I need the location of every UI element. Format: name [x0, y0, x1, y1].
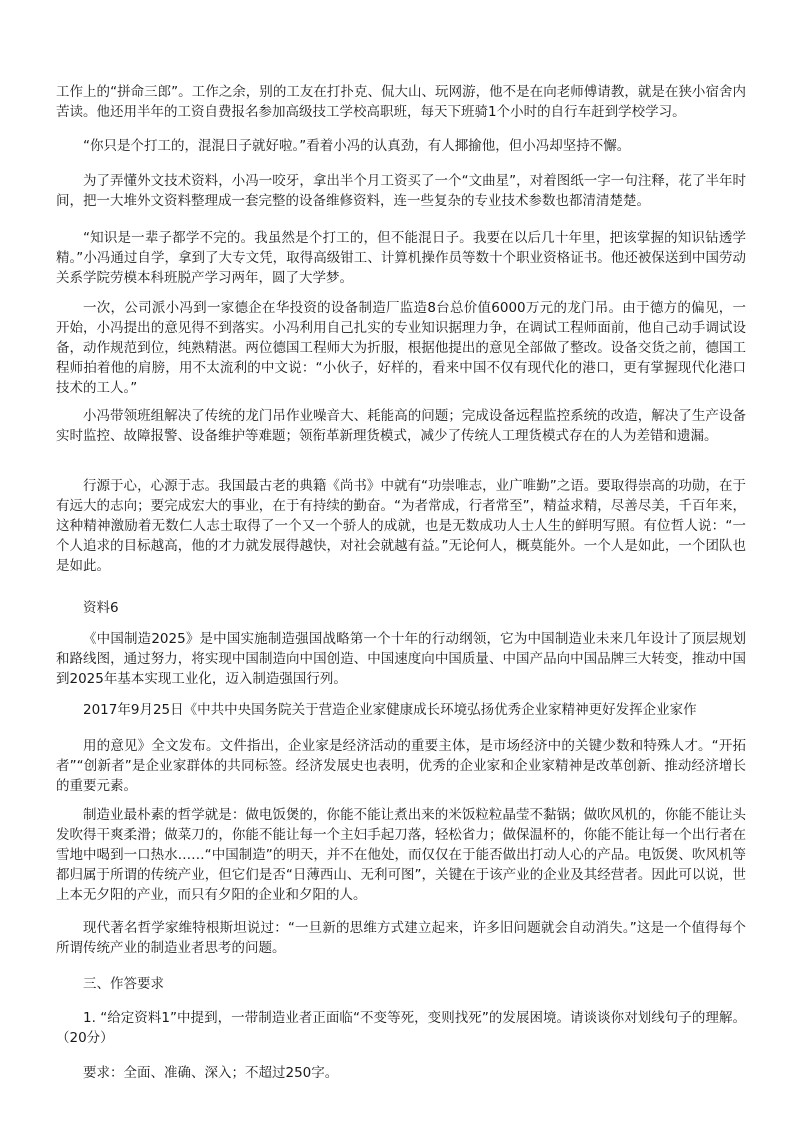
paragraph-8: 《中国制造2025》是中国实施制造强国战略第一个十年的行动纲领，它为中国制造业未来几年设计了顶层规划和路线图，通过努力，将实现中国制造向中国创造、中国速度向中国质量、中国产品向中国品牌三大转变，推动中国到2025年基本实现工业化，迈入制造强国行列。 [56, 631, 746, 687]
requirement-note: 要求：全面、准确、深入；不超过250字。 [83, 1065, 339, 1081]
question-1: 1. “给定资料1”中提到，一带制造业者正面临“不变等死，变则找死”的发展困境。请谈谈你对划线句子的理解。（20分） [56, 1010, 746, 1046]
section-heading-requirements: 三、作答要求 [83, 976, 164, 992]
section-heading-material-6: 资料6 [83, 600, 119, 616]
paragraph-11: 制造业最朴素的哲学就是：做电饭煲的，你能不能让煮出来的米饭粒粒晶莹不黏锅；做吹风机的，你能不能让头发吹得干爽柔滑；做菜刀的，你能不能让每一个主妇手起刀落，轻松省力；做保温杯的，你能不能让每一个出行者在雪地中喝到一口热水……“中国制造”的明天，并不在他处，而仅仅在于能否做出打动人心的产品。电饭煲、吹风机等都归属于所谓的传统产业，但它们是否“日薄西山、无利可图”，关键在于该产业的企业及其经营者。因此可以说，世上本无夕阳的产业，而只有夕阳的企业和夕阳的人。 [56, 807, 746, 903]
paragraph-5: 一次，公司派小冯到一家德企在华投资的设备制造厂监造8台总价值6000万元的龙门吊。由于德方的偏见，一开始，小冯提出的意见得不到落实。小冯利用自己扎实的专业知识据理力争，在调试工程师面前，他自己动手调试设备，动作规范到位，纯熟精湛。两位德国工程师大为折服，根据他提出的意见全部做了整改。设备交货之前，德国工程师拍着他的肩膀，用不太流利的中文说：“小伙子，好样的，看来中国不仅有现代化的港口，更有掌握现代化港口技术的工人。” [56, 300, 746, 396]
paragraph-10: 用的意见》全文发布。文件指出，企业家是经济活动的重要主体，是市场经济中的关键少数和特殊人才。“开拓者”“创新者”是企业家群体的共同标签。经济发展史也表明，优秀的企业家和企业家精神是改革创新、推动经济增长的重要元素。 [56, 738, 746, 794]
paragraph-7: 行源于心，心源于志。我国最古老的典籍《尚书》中就有“功崇唯志，业广唯勤”之语。要取得崇高的功勋，在于有远大的志向；要完成宏大的事业，在于有持续的勤奋。“为者常成，行者常至”，精益求精，尽善尽美，千百年来，这种精神激励着无数仁人志士取得了一个又一个骄人的成就，也是无数成功人士人生的鲜明写照。有位哲人说：“一个人追求的目标越高，他的才力就发展得越快，对社会就越有益。”无论何人，概莫能外。一个人是如此，一个团队也是如此。 [56, 478, 746, 574]
paragraph-9: 2017年9月25日《中共中央国务院关于营造企业家健康成长环境弘扬优秀企业家精神更好发挥企业家作 [83, 702, 697, 718]
paragraph-2: “你只是个打工的，混混日子就好啦。”看着小冯的认真劲，有人揶揄他，但小冯却坚持不懈。 [83, 138, 631, 154]
paragraph-3: 为了弄懂外文技术资料，小冯一咬牙，拿出半个月工资买了一个“文曲星”，对着图纸一字一句注释，花了半年时间，把一大堆外文资料整理成一套完整的设备维修资料，连一些复杂的专业技术参数也都清清楚楚。 [56, 173, 746, 209]
paragraph-1: 工作上的“拼命三郎”。工作之余，别的工友在打扑克、侃大山、玩网游，他不是在向老师傅请教，就是在狭小宿舍内苦读。他还用半年的工资自费报名参加高级技工学校高职班，每天下班骑1个小时的自行车赶到学校学习。 [56, 84, 746, 120]
paragraph-6: 小冯带领班组解决了传统的龙门吊作业噪音大、耗能高的问题；完成设备远程监控系统的改造，解决了生产设备实时监控、故障报警、设备维护等难题；领衔革新理货模式，减少了传统人工理货模式存在的人为差错和遗漏。 [56, 408, 746, 444]
paragraph-12: 现代著名哲学家维特根斯坦说过：“一旦新的思维方式建立起来，许多旧问题就会自动消失。”这是一个值得每个所谓传统产业的制造业者思考的问题。 [56, 920, 746, 956]
paragraph-4: “知识是一辈子都学不完的。我虽然是个打工的，但不能混日子。我要在以后几十年里，把该掌握的知识钻透学精。”小冯通过自学，拿到了大专文凭，取得高级钳工、计算机操作员等数十个职业资格证书。他还被保送到中国劳动关系学院劳模本科班脱产学习两年，圆了大学梦。 [56, 230, 746, 286]
